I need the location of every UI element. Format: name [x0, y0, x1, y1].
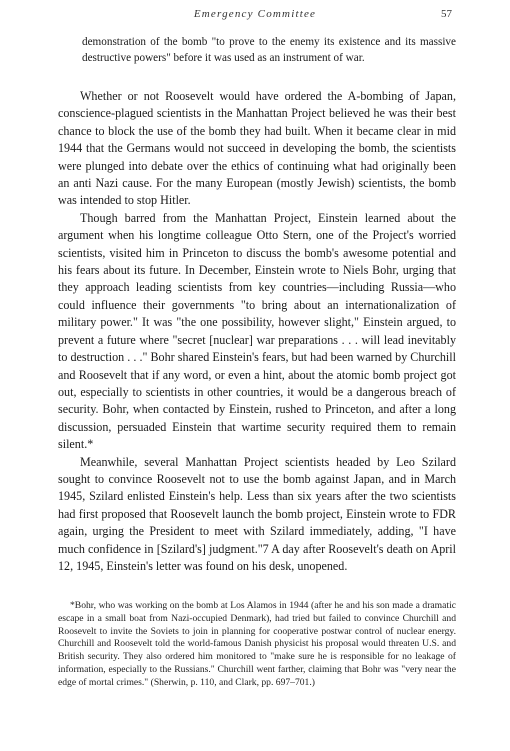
- paragraph: Meanwhile, several Manhattan Project scientists headed by Leo Szilard sought to convince Roosevelt not to use the bomb against Japan, and in March 1945, Szilard enlisted Einstein's help. Less than six years after the two scientists had first proposed that Roosevelt launch the bomb project, Einstein wrote to FDR again, urging the President to meet with Szilard immediately, adding, "I have much confidence in [Szilard's] judgment."7 A day after Roosevelt's death on April 12, 1945, Einstein's letter was found on his desk, unopened.: [58, 454, 456, 573]
- page-number: 57: [441, 8, 452, 20]
- paragraph: Whether or not Roosevelt would have ordered the A-bombing of Japan, conscience-plagued scientists in the Manhattan Project believed he was their best chance to block the use of the bomb they had built. When it became clear in mid 1944 that the Germans would not succeed in developing the bomb, the scientists were plunged into debate over the ethics of continuing what had originally been an anti Nazi cause. For the many European (mostly Jewish) scientists, the bomb was intended to stop Hitler.: [58, 89, 456, 208]
- body-text: [58, 34, 456, 575]
- paragraph: Though barred from the Manhattan Project, Einstein learned about the argument when his longtime colleague Otto Stern, one of the Project's worried scientists, visited him in Princeton to discuss the bomb's awesome potential and his fears about its future. In December, Einstein wrote to Niels Bohr, urging that they approach leading scientists from key countries—including Russia—who could influence their governments "to bring about an internationalization of military power." It was "the one possibility, however slight," Einstein argued, to prevent a future where "secret [nuclear] war preparations . . . will lead inevitably to destruction . . ." Bohr shared Einstein's fears, but had been warned by Churchill and Roosevelt that if any word, or even a hint, about the atomic bomb project got out, especially to scientists in other countries, it would be a dangerous breach of security. Bohr, when contacted by Einstein, rushed to Princeton, and after a long discussion, persuaded Einstein that wartime security required them to remain silent.*: [58, 210, 456, 452]
- blockquote-tail: demonstration of the bomb "to prove to the enemy its existence and its massive destructive powers" before it was used as an instrument of war.: [82, 36, 456, 64]
- page-header: [0, 8, 510, 24]
- footnote: *Bohr, who was working on the bomb at Los Alamos in 1944 (after he and his son made a dramatic escape in a small boat from Nazi-occupied Denmark), had tried but failed to convince Churchill and Roosevelt to invite the Soviets to join in planning for cooperative postwar control of nuclear energy. Churchill and Roosevelt told the world-famous Danish physicist his proposal would threaten U.S. and British security. They also ordered him monitored to "make sure he is responsible for no leakage of information, especially to the Russians." Churchill went farther, claiming that Bohr was "very near the edge of mortal crimes." (Sherwin, p. 110, and Clark, pp. 697–701.): [58, 600, 456, 688]
- running-head: Emergency Committee: [193, 8, 317, 20]
